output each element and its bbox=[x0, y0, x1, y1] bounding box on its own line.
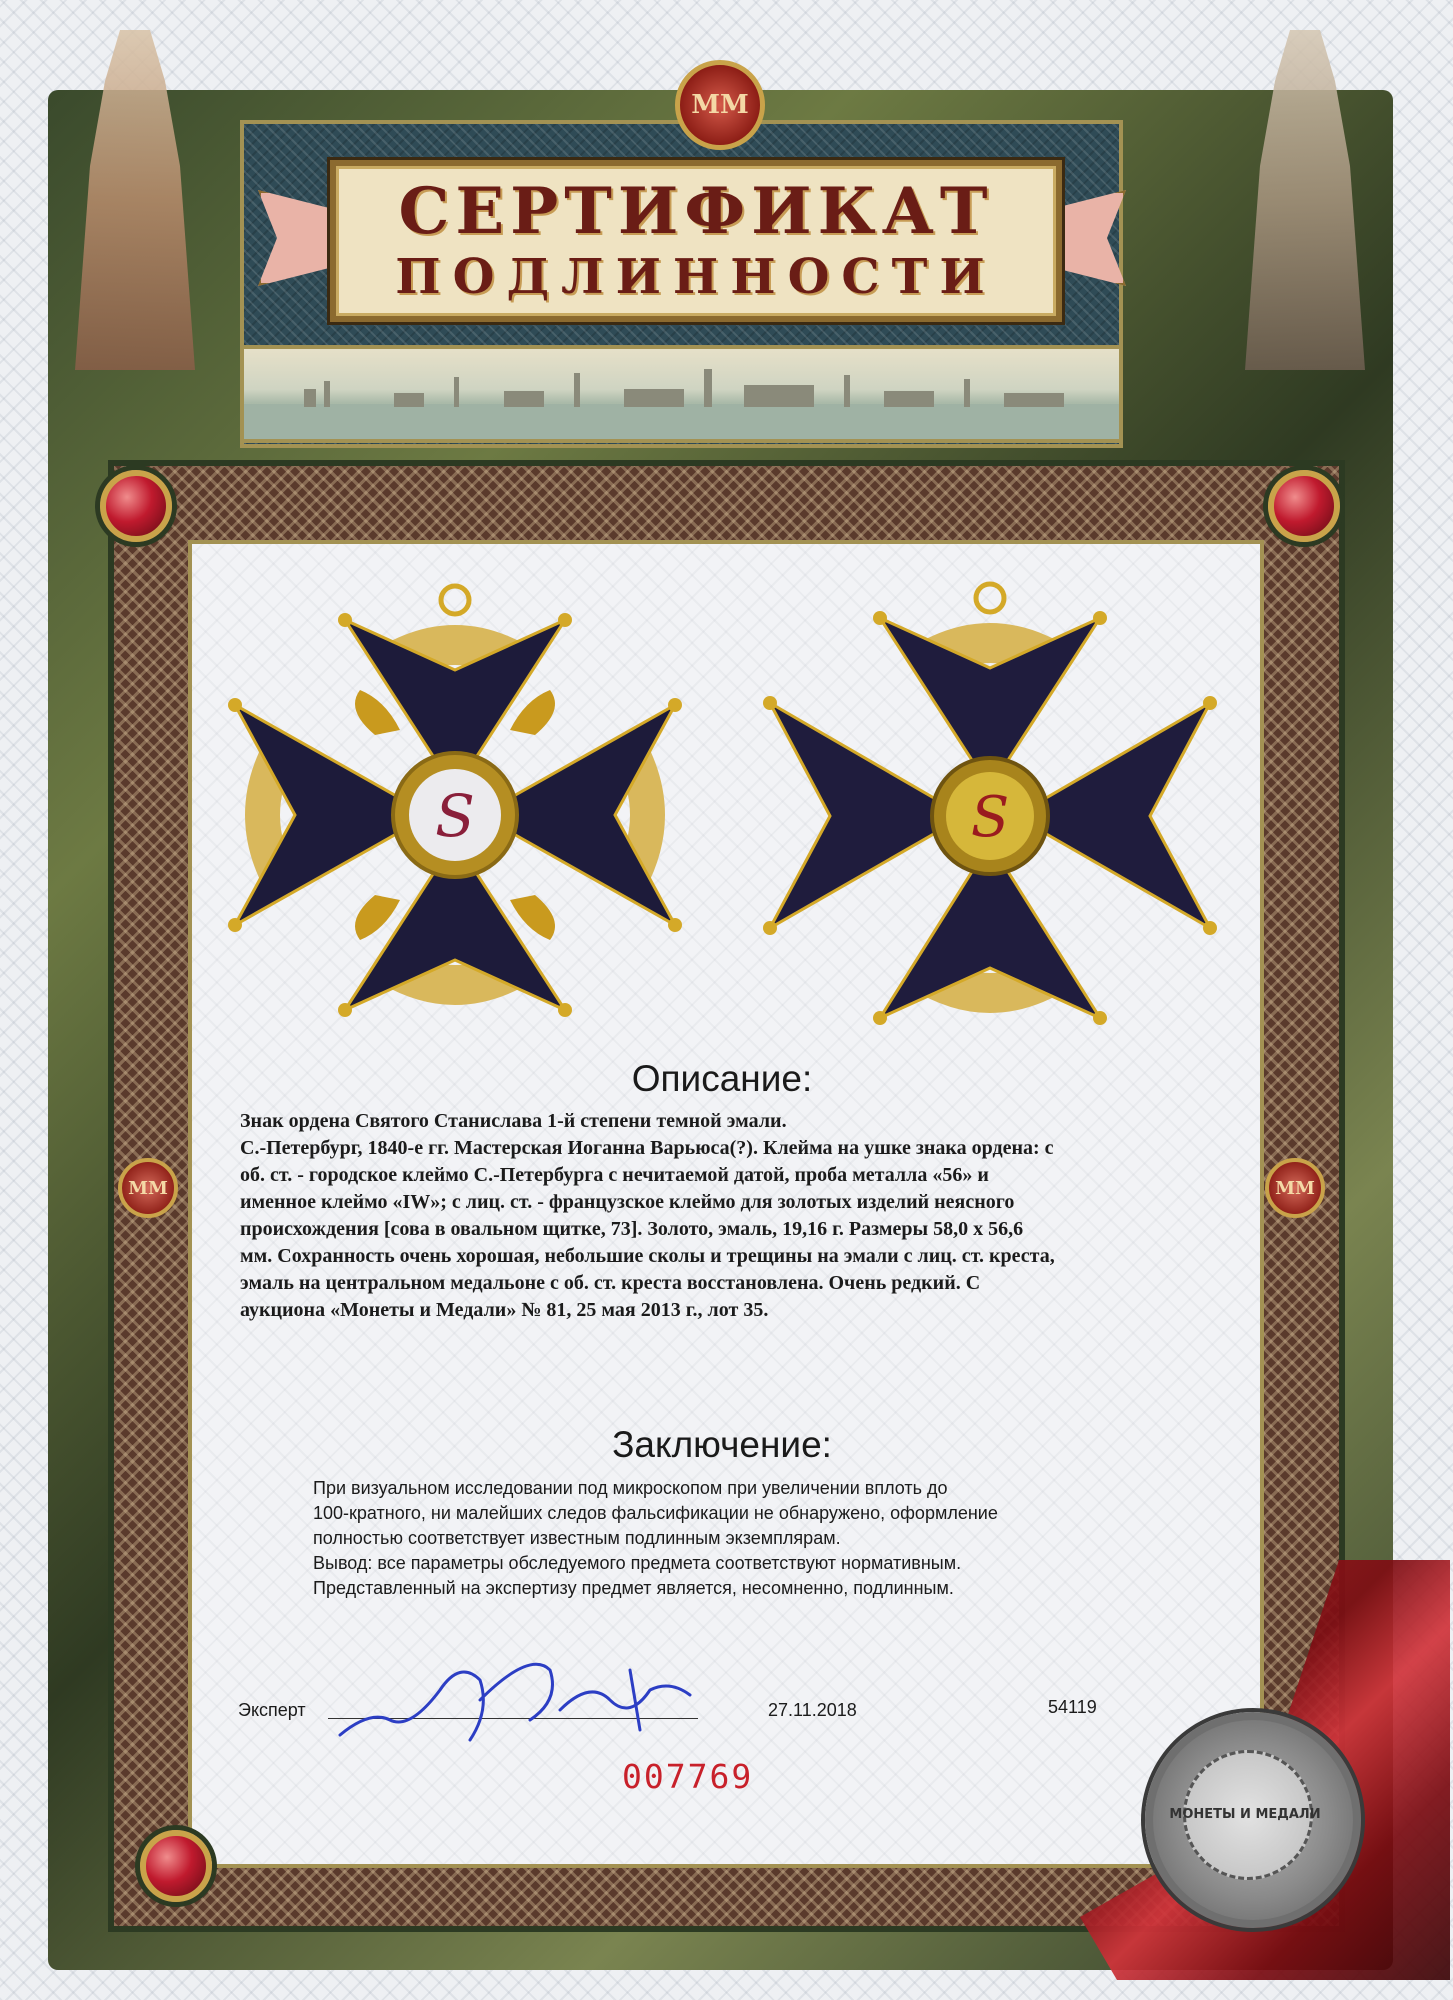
side-monogram-right-text: MM bbox=[1275, 1177, 1315, 1199]
description-body bbox=[240, 1108, 1240, 1324]
company-seal bbox=[1145, 1712, 1361, 1928]
medal-obverse-image bbox=[225, 580, 685, 1050]
expert-label: Эксперт bbox=[238, 1700, 306, 1720]
conclusion-line: При визуальном исследовании под микроскопом при увеличении вплоть до bbox=[313, 1478, 948, 1498]
description-line: об. ст. - городское клеймо С.-Петербурга с нечитаемой датой, проба металла «56» и bbox=[240, 1164, 989, 1186]
certificate-date: 27.11.2018 bbox=[768, 1700, 857, 1720]
description-heading: Описание: bbox=[631, 1058, 813, 1099]
serial-number: 007769 bbox=[622, 1757, 754, 1796]
conclusion-heading: Заключение: bbox=[612, 1424, 832, 1465]
corner-gem-top-left bbox=[100, 470, 172, 542]
certificate-number: 54119 bbox=[1048, 1697, 1097, 1717]
description-line: эмаль на центральном медальоне с об. ст. креста восстановлена. Очень редкий. С bbox=[240, 1272, 981, 1294]
title-plate bbox=[330, 160, 1062, 322]
header-monogram-text: MM bbox=[691, 90, 749, 120]
conclusion-body bbox=[313, 1476, 1173, 1601]
description-line: аукциона «Монеты и Медали» № 81, 25 мая 2013 г., лот 35. bbox=[240, 1299, 769, 1321]
conclusion-line: Вывод: все параметры обследуемого предмета соответствуют нормативным. bbox=[313, 1553, 962, 1573]
medal-obverse-monogram: S bbox=[435, 782, 475, 850]
seal-inscription bbox=[1153, 1720, 1337, 1904]
side-monogram-left bbox=[118, 1158, 178, 1218]
header-monogram bbox=[675, 60, 765, 150]
expert-signature bbox=[330, 1640, 730, 1760]
description-line: мм. Сохранность очень хорошая, небольшие сколы и трещины на эмали с лиц. ст. креста, bbox=[240, 1245, 1055, 1267]
city-panorama bbox=[240, 345, 1123, 443]
description-line: происхождения [сова в овальном щитке, 73]. Золото, эмаль, 19,16 г. Размеры 58,0 х 56,6 bbox=[240, 1218, 1024, 1240]
side-monogram-left-text: MM bbox=[128, 1177, 168, 1199]
medal-reverse-monogram: S bbox=[970, 785, 1010, 850]
corner-gem-bottom-left bbox=[140, 1830, 212, 1902]
conclusion-line: Представленный на экспертизу предмет является, несомненно, подлинным. bbox=[313, 1578, 954, 1598]
description-line: именное клеймо «IW»; с лиц. ст. - французское клеймо для золотых изделий неясного bbox=[240, 1191, 1015, 1213]
title-main: СЕРТИФИКАТ bbox=[398, 174, 994, 249]
title-sub: ПОДЛИННОСТИ bbox=[395, 249, 997, 305]
medal-reverse-image bbox=[760, 578, 1220, 1058]
conclusion-line: полностью соответствует известным подлинным экземплярам. bbox=[313, 1528, 841, 1548]
seal-text: МОНЕТЫ И МЕДАЛИ bbox=[1169, 1807, 1321, 1822]
corner-gem-top-right bbox=[1268, 470, 1340, 542]
side-monogram-right bbox=[1265, 1158, 1325, 1218]
description-line: С.-Петербург, 1840-е гг. Мастерская Иоганна Варьюса(?). Клейма на ушке знака ордена: с bbox=[240, 1137, 1054, 1159]
conclusion-line: 100-кратного, ни малейших следов фальсификации не обнаружено, оформление bbox=[313, 1503, 998, 1523]
description-line: Знак ордена Святого Станислава 1-й степени темной эмали. bbox=[240, 1110, 787, 1132]
